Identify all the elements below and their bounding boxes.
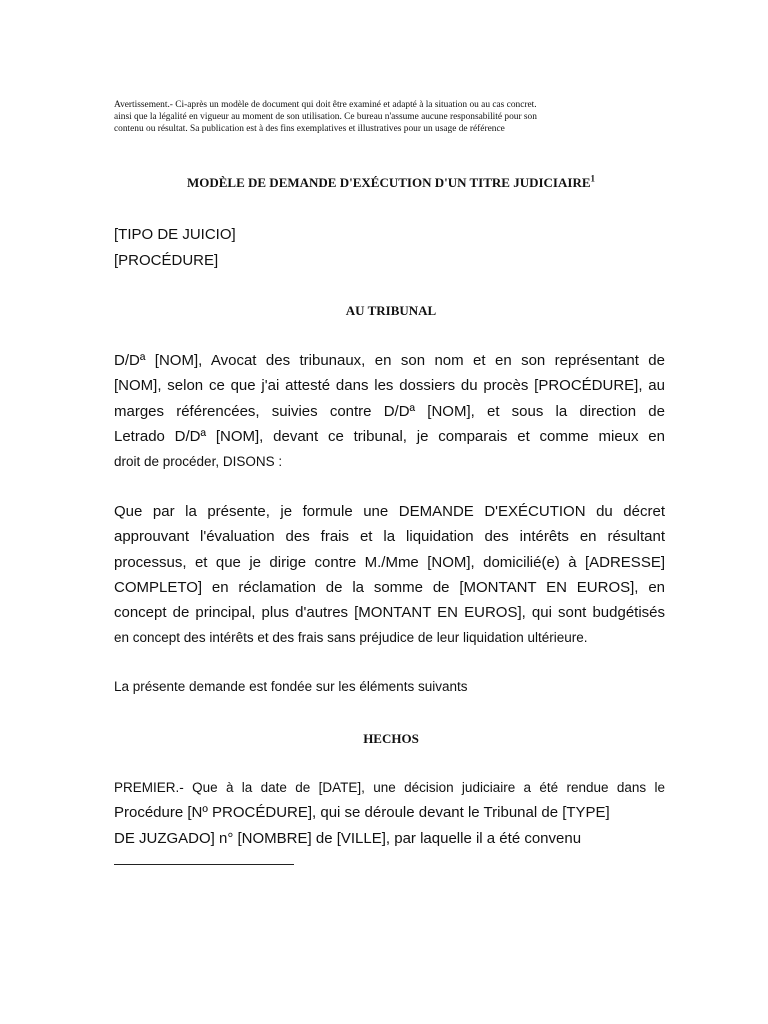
- paragraph-line: processus, et que je dirige contre M./Mme [NOM], domicilié(e) à [ADRESSE]: [114, 553, 665, 571]
- procedure-type-placeholder: [TIPO DE JUICIO]: [114, 226, 236, 243]
- disclaimer-notice: [114, 99, 574, 135]
- footnote-marker: 1: [590, 173, 596, 184]
- request-paragraph: [114, 499, 665, 651]
- paragraph-line: D/Dª [NOM], Avocat des tribunaux, en son nom et en son représentant de: [114, 352, 665, 369]
- document-title: [114, 175, 668, 191]
- paragraph-line: DE JUZGADO] n° [NOMBRE] de [VILLE], par laquelle il a été convenu: [114, 829, 582, 847]
- facts-heading: HECHOS: [363, 731, 419, 746]
- paragraph-line: concept de principal, plus d'autres [MONTANT EN EUROS], qui sont budgétisés: [114, 604, 665, 622]
- document-title-text: MODÈLE DE DEMANDE D'EXÉCUTION D'UN TITRE JUDICIAIRE: [186, 175, 591, 190]
- paragraph-line: [NOM], selon ce que j'ai attesté dans les dossiers du procès [PROCÉDURE], au: [114, 377, 665, 395]
- paragraph-line: Que par la présente, je formule une DEMANDE D'EXÉCUTION du décret: [114, 503, 665, 520]
- first-fact-paragraph: [114, 775, 665, 851]
- paragraph-line: en concept des intérêts et des frais sans préjudice de leur liquidation ultérieure.: [114, 630, 588, 646]
- court-heading: AU TRIBUNAL: [345, 303, 437, 318]
- paragraph-line: approuvant l'évaluation des frais et la liquidation des intérêts en résultant: [114, 528, 665, 546]
- procedure-placeholder: [PROCÉDURE]: [114, 252, 219, 269]
- basis-sentence: La présente demande est fondée sur les éléments suivants: [114, 679, 468, 694]
- disclaimer-line: ainsi que la légalité en vigueur au moment de son utilisation. Ce bureau n'assume aucune responsabilité pour son: [114, 112, 537, 122]
- disclaimer-line: contenu ou résultat. Sa publication est à des fins exemplatives et illustratives pour un usage de référence: [114, 124, 505, 134]
- disclaimer-line: Avertissement.- Ci-après un modèle de document qui doit être examiné et adapté à la situation ou au cas concret.: [114, 100, 537, 110]
- paragraph-line: droit de procéder, DISONS :: [114, 454, 283, 470]
- paragraph-line: PREMIER.- Que à la date de [DATE], une décision judiciaire a été rendue dans le: [114, 780, 665, 795]
- paragraph-line: COMPLETO] en réclamation de la somme de [MONTANT EN EUROS], en: [114, 578, 665, 596]
- footnote-separator: [114, 864, 294, 865]
- appearance-paragraph: [114, 348, 665, 474]
- paragraph-line: marges référencées, suivies contre D/Dª [NOM], et sous la direction de: [114, 402, 665, 420]
- paragraph-line: Procédure [Nº PROCÉDURE], qui se déroule devant le Tribunal de [TYPE]: [114, 804, 610, 822]
- paragraph-line: Letrado D/Dª [NOM], devant ce tribunal, je comparais et comme mieux en: [114, 427, 665, 445]
